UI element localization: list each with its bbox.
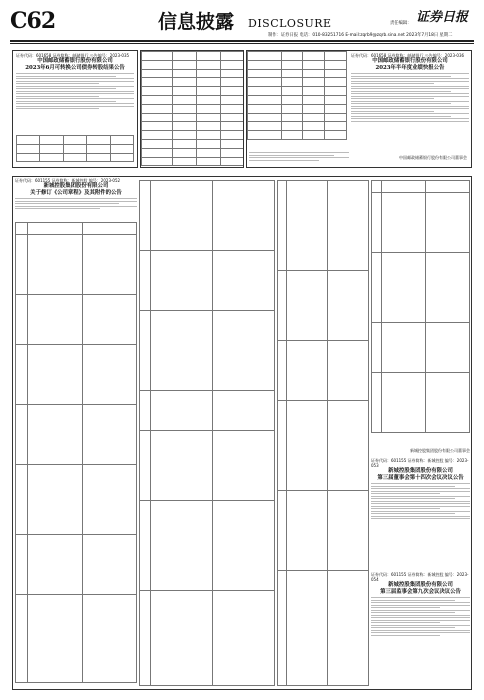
page-number: C62 bbox=[10, 8, 56, 34]
notice-code-line: 证券代码：601155 证券简称：新城控股 编号：2023-054 bbox=[371, 572, 469, 582]
masthead bbox=[10, 6, 474, 40]
newspaper-logo: 证券日报 bbox=[415, 10, 468, 25]
notice-body bbox=[15, 198, 137, 209]
notice-body bbox=[371, 483, 470, 519]
notice-subtitle: 关于修订《公司章程》及其附件的公告 bbox=[30, 190, 122, 196]
editor-line: 责任编辑： bbox=[390, 21, 412, 26]
notice-subtitle: 第三届监事会第九次会议决议公告 bbox=[380, 589, 461, 595]
notice-header bbox=[371, 572, 470, 637]
notice-subtitle: 第三届董事会第十四次会议决议公告 bbox=[377, 475, 464, 481]
notice-body bbox=[16, 73, 134, 109]
financial-table-block bbox=[140, 50, 244, 168]
notice-body bbox=[351, 73, 469, 121]
notice-title: 新城控股集团股份有限公司 bbox=[43, 183, 109, 189]
notice-header bbox=[15, 178, 137, 211]
notice-signature: 中国邮政储蓄银行股份有限公司董事会 bbox=[399, 155, 467, 160]
section-title-cn: 信息披露 bbox=[158, 11, 235, 33]
results-table bbox=[247, 51, 347, 140]
notice-header bbox=[371, 448, 470, 521]
financial-table bbox=[141, 51, 244, 166]
notice-body bbox=[371, 597, 470, 635]
notice-block bbox=[246, 50, 472, 168]
notice-code-line: 证券代码：601155 证券简称：新城控股 编号：2023-052 bbox=[15, 178, 121, 183]
notice-body-footnote bbox=[249, 151, 349, 162]
notice-code-line: 证券代码：601155 证券简称：新城控股 编号：2023-053 bbox=[371, 458, 469, 468]
notice-title: 新城控股集团股份有限公司 bbox=[388, 582, 453, 588]
notice-table bbox=[16, 135, 134, 162]
notice-title: 中国邮政储蓄银行股份有限公司 bbox=[37, 58, 113, 64]
notice-code-line: 证券代码：601658 证券简称：邮储银行 公告编号：2023-036 bbox=[351, 53, 465, 58]
articles-comparison-table bbox=[15, 222, 137, 683]
masthead-meta: 制作：证券日报 电话：010-83251716 E-mail:zqrb9@zqrb.sina.net 2023年7月18日 星期二 bbox=[268, 33, 453, 38]
articles-comparison-table bbox=[277, 180, 369, 686]
articles-comparison-table bbox=[371, 180, 470, 433]
notice-subtitle: 2023年6月可转换公司债券转股结果公告 bbox=[25, 65, 125, 71]
section-title-en: DISCLOSURE bbox=[248, 17, 332, 30]
masthead-rule-thin bbox=[10, 43, 474, 44]
notice-title: 新城控股集团股份有限公司 bbox=[388, 468, 453, 474]
notice-signature: 新城控股集团股份有限公司董事会 bbox=[410, 448, 470, 453]
notice-code-line: 证券代码：601658 证券简称：邮储银行 公告编号：2023-035 bbox=[16, 53, 130, 58]
notice-title: 中国邮政储蓄银行股份有限公司 bbox=[372, 58, 448, 64]
masthead-rule bbox=[10, 40, 474, 42]
notice-block bbox=[12, 50, 138, 168]
notice-subtitle: 2023年半年度业绩快报公告 bbox=[375, 65, 445, 71]
articles-comparison-table bbox=[139, 180, 275, 686]
